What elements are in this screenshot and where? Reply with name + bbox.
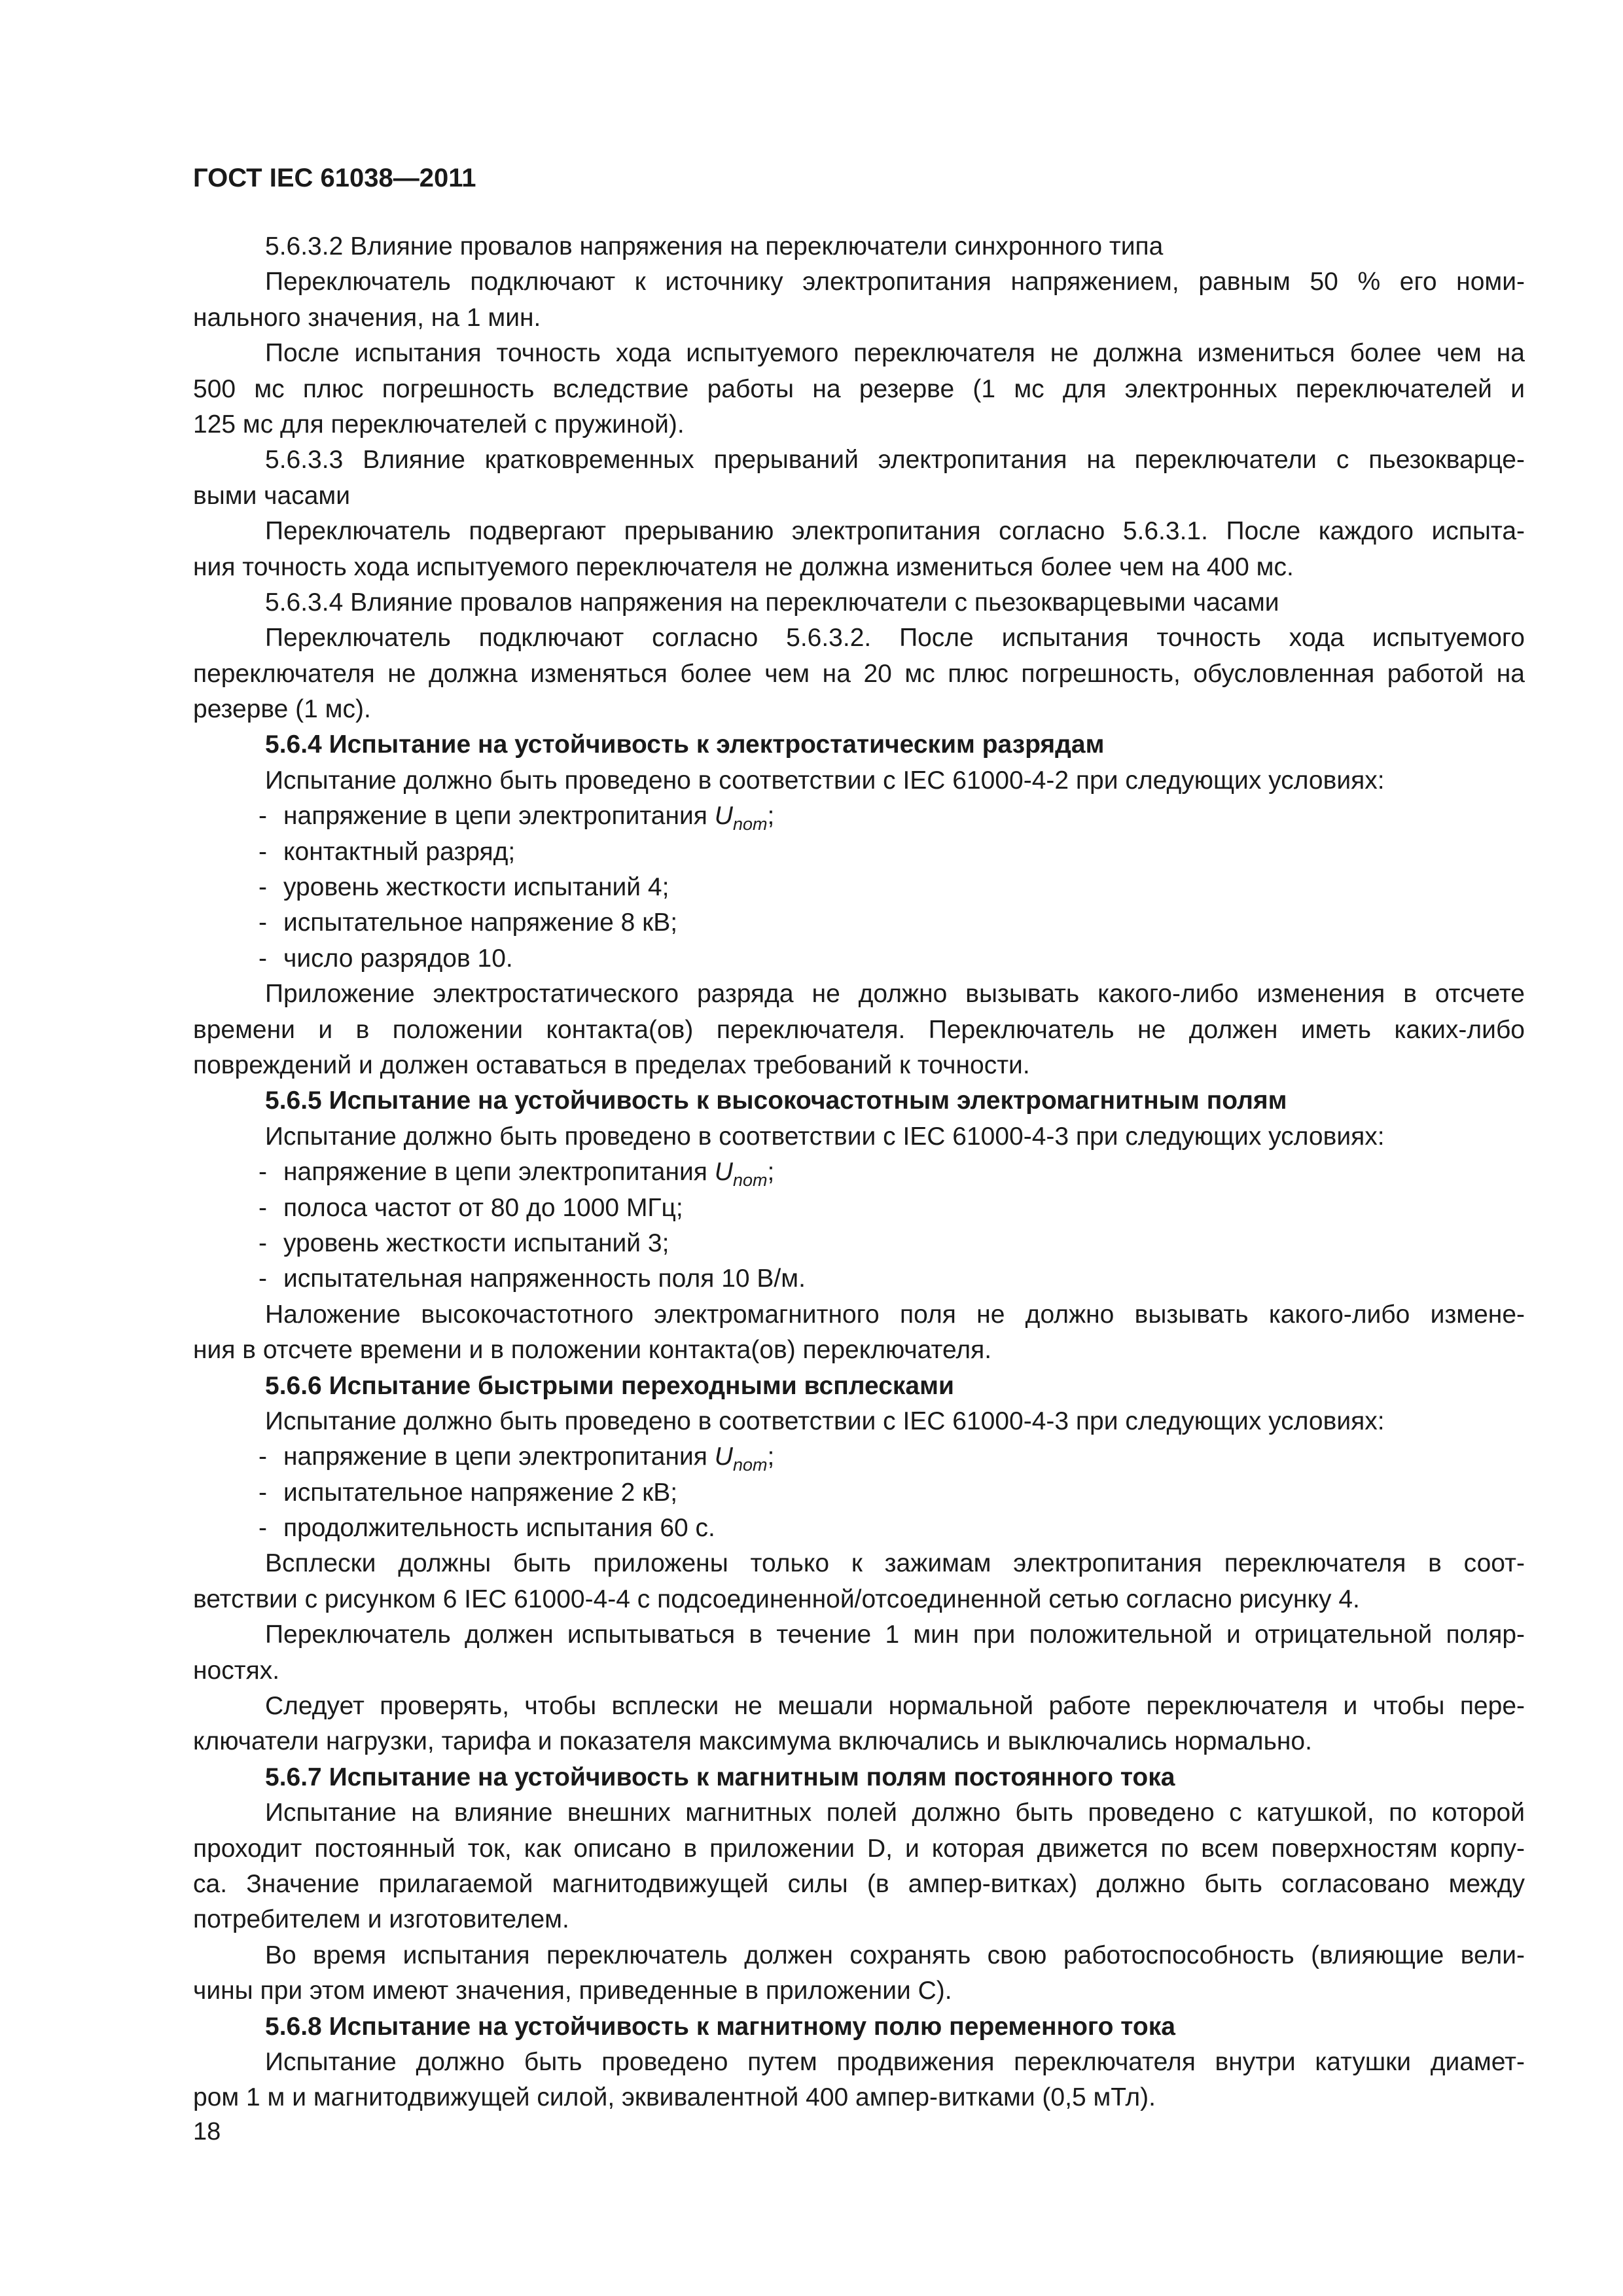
list-dash: - bbox=[259, 837, 267, 866]
list-item: - напряжение в цепи электропитания $U_{nom}$; bbox=[193, 1155, 1525, 1190]
list-item: - испытательное напряжение 8 кВ; bbox=[193, 905, 1525, 941]
symbol-subscript: nom bbox=[732, 1455, 768, 1475]
paragraph-line: После испытания точность хода испытуемого переключателя не должна измениться более чем на bbox=[265, 339, 1525, 368]
list-dash: - bbox=[259, 944, 267, 973]
paragraph-line: ния точность хода испытуемого переключателя не должна измениться более чем на 400 мс. bbox=[193, 552, 1294, 581]
paragraph-line: Наложение высокочастотного электромагнитного поля не должно вызывать какого-либо измене- bbox=[265, 1300, 1525, 1329]
paragraph-line: нального значения, на 1 мин. bbox=[193, 303, 541, 332]
list-item: - контактный разряд; bbox=[193, 834, 1525, 870]
list-dash: - bbox=[259, 908, 267, 937]
paragraph-line: Переключатель подключают к источнику электропитания напряжением, равным 50 % его номи- bbox=[265, 268, 1525, 296]
symbol-u: U bbox=[714, 802, 733, 831]
paragraph-line: Следует проверять, чтобы всплески не мешали нормальной работе переключателя и чтобы пере- bbox=[265, 1692, 1525, 1721]
paragraph-line: Испытание должно быть проведено в соответствии с IEC 61000-4-2 при следующих условиях: bbox=[265, 766, 1385, 795]
paragraph-line: ключатели нагрузки, тарифа и показателя максимума включались и выключались нормально. bbox=[193, 1727, 1312, 1756]
list-item: - уровень жесткости испытаний 4; bbox=[193, 870, 1525, 905]
list-item: - уровень жесткости испытаний 3; bbox=[193, 1226, 1525, 1261]
paragraph-line: ветствии с рисунком 6 IEC 61000-4-4 с подсоединенной/отсоединенной сетью согласно рисунку 4. bbox=[193, 1585, 1360, 1613]
paragraph-line: ром 1 м и магнитодвижущей силой, эквивалентной 400 ампер-витками (0,5 мТл). bbox=[193, 2083, 1156, 2112]
paragraph-line: ностях. bbox=[193, 1656, 280, 1685]
list-dash: - bbox=[259, 1193, 267, 1222]
list-item: - полоса частот от 80 до 1000 МГц; bbox=[193, 1191, 1525, 1226]
list-item: - испытательное напряжение 2 кВ; bbox=[193, 1475, 1525, 1511]
paragraph-line: проходит постоянный ток, как описано в приложении D, и которая движется по всем поверхностям корпу- bbox=[193, 1834, 1525, 1863]
paragraph-line: 500 мс плюс погрешность вследствие работы на резерве (1 мс для электронных переключателей и bbox=[193, 374, 1525, 403]
paragraph-line: Испытание должно быть проведено в соответствии с IEC 61000-4-3 при следующих условиях: bbox=[265, 1122, 1385, 1151]
paragraph-line: ния в отсчете времени и в положении контакта(ов) переключателя. bbox=[193, 1336, 992, 1365]
paragraph-line: резерве (1 мс). bbox=[193, 695, 371, 724]
symbol-subscript: nom bbox=[732, 814, 768, 834]
paragraph-line: Приложение электростатического разряда не должно вызывать какого-либо изменения в отсчете bbox=[265, 980, 1525, 1009]
list-item: - продолжительность испытания 60 с. bbox=[193, 1511, 1525, 1546]
subsection-heading-5-6-3-4: 5.6.3.4 Влияние провалов напряжения на переключатели с пьезокварцевыми часами bbox=[265, 588, 1279, 617]
list-dash: - bbox=[259, 802, 267, 831]
section-heading-5-6-6: 5.6.6 Испытание быстрыми переходными всплесками bbox=[265, 1371, 954, 1400]
section-heading-5-6-8: 5.6.8 Испытание на устойчивость к магнитному полю переменного тока bbox=[265, 2012, 1175, 2041]
body-text bbox=[193, 229, 1525, 2116]
symbol-subscript: nom bbox=[732, 1170, 768, 1191]
paragraph-line: Испытание должно быть проведено путем продвижения переключателя внутри катушки диамет- bbox=[265, 2047, 1525, 2076]
section-heading-5-6-4: 5.6.4 Испытание на устойчивость к электростатическим разрядам bbox=[265, 730, 1105, 759]
paragraph-line: Испытание на влияние внешних магнитных полей должно быть проведено с катушкой, по которой bbox=[265, 1799, 1525, 1827]
list-dash: - bbox=[259, 1514, 267, 1543]
paragraph-line: времени и в положении контакта(ов) переключателя. Переключатель не должен иметь каких-либо bbox=[193, 1015, 1525, 1044]
paragraph-line: Переключатель должен испытываться в течение 1 мин при положительной и отрицательной поляр- bbox=[265, 1621, 1525, 1649]
paragraph-line: са. Значение прилагаемой магнитодвижущей силы (в ампер-витках) должно быть согласовано между bbox=[193, 1869, 1525, 1898]
paragraph-line: чины при этом имеют значения, приведенные в приложении С). bbox=[193, 1977, 952, 2005]
paragraph-line: 125 мс для переключателей с пружиной). bbox=[193, 410, 685, 439]
list-dash: - bbox=[259, 1158, 267, 1187]
document-header: ГОСТ IEC 61038—2011 bbox=[193, 164, 476, 192]
list-dash: - bbox=[259, 1443, 267, 1471]
paragraph-line: Испытание должно быть проведено в соответствии с IEC 61000-4-3 при следующих условиях: bbox=[265, 1407, 1385, 1435]
list-item: - напряжение в цепи электропитания $U_{nom}$; bbox=[193, 798, 1525, 834]
section-heading-5-6-5: 5.6.5 Испытание на устойчивость к высокочастотным электромагнитным полям bbox=[265, 1086, 1287, 1115]
symbol-u: U bbox=[714, 1443, 733, 1471]
list-item: - испытательная напряженность поля 10 В/м. bbox=[193, 1261, 1525, 1297]
list-item: - напряжение в цепи электропитания $U_{nom}$; bbox=[193, 1439, 1525, 1475]
paragraph-line: повреждений и должен оставаться в пределах требований к точности. bbox=[193, 1050, 1030, 1079]
section-heading-5-6-7: 5.6.7 Испытание на устойчивость к магнитным полям постоянного тока bbox=[265, 1763, 1175, 1791]
paragraph-line: Во время испытания переключатель должен сохранять свою работоспособность (влияющие вели- bbox=[265, 1941, 1525, 1969]
list-dash: - bbox=[259, 1478, 267, 1507]
subsection-heading-5-6-3-3: 5.6.3.3 Влияние кратковременных прерываний электропитания на переключатели с пьезокварце- bbox=[265, 446, 1525, 475]
symbol-u: U bbox=[714, 1158, 733, 1187]
list-dash: - bbox=[259, 1229, 267, 1257]
paragraph-line: переключателя не должна изменяться более чем на 20 мс плюс погрешность, обусловленная работой на bbox=[193, 659, 1525, 688]
paragraph-line: потребителем и изготовителем. bbox=[193, 1905, 569, 1934]
paragraph-line: Переключатель подключают согласно 5.6.3.2. После испытания точность хода испытуемого bbox=[265, 624, 1525, 653]
paragraph-line: Всплески должны быть приложены только к зажимам электропитания переключателя в соот- bbox=[265, 1549, 1525, 1578]
subsection-heading-5-6-3-3-cont: выми часами bbox=[193, 481, 350, 510]
subsection-heading-5-6-3-2: 5.6.3.2 Влияние провалов напряжения на переключатели синхронного типа bbox=[265, 232, 1164, 260]
paragraph-line: Переключатель подвергают прерыванию электропитания согласно 5.6.3.1. После каждого испыта- bbox=[265, 517, 1525, 546]
page-number: 18 bbox=[193, 2118, 221, 2145]
list-item: - число разрядов 10. bbox=[193, 941, 1525, 977]
list-dash: - bbox=[259, 1265, 267, 1293]
list-dash: - bbox=[259, 873, 267, 902]
